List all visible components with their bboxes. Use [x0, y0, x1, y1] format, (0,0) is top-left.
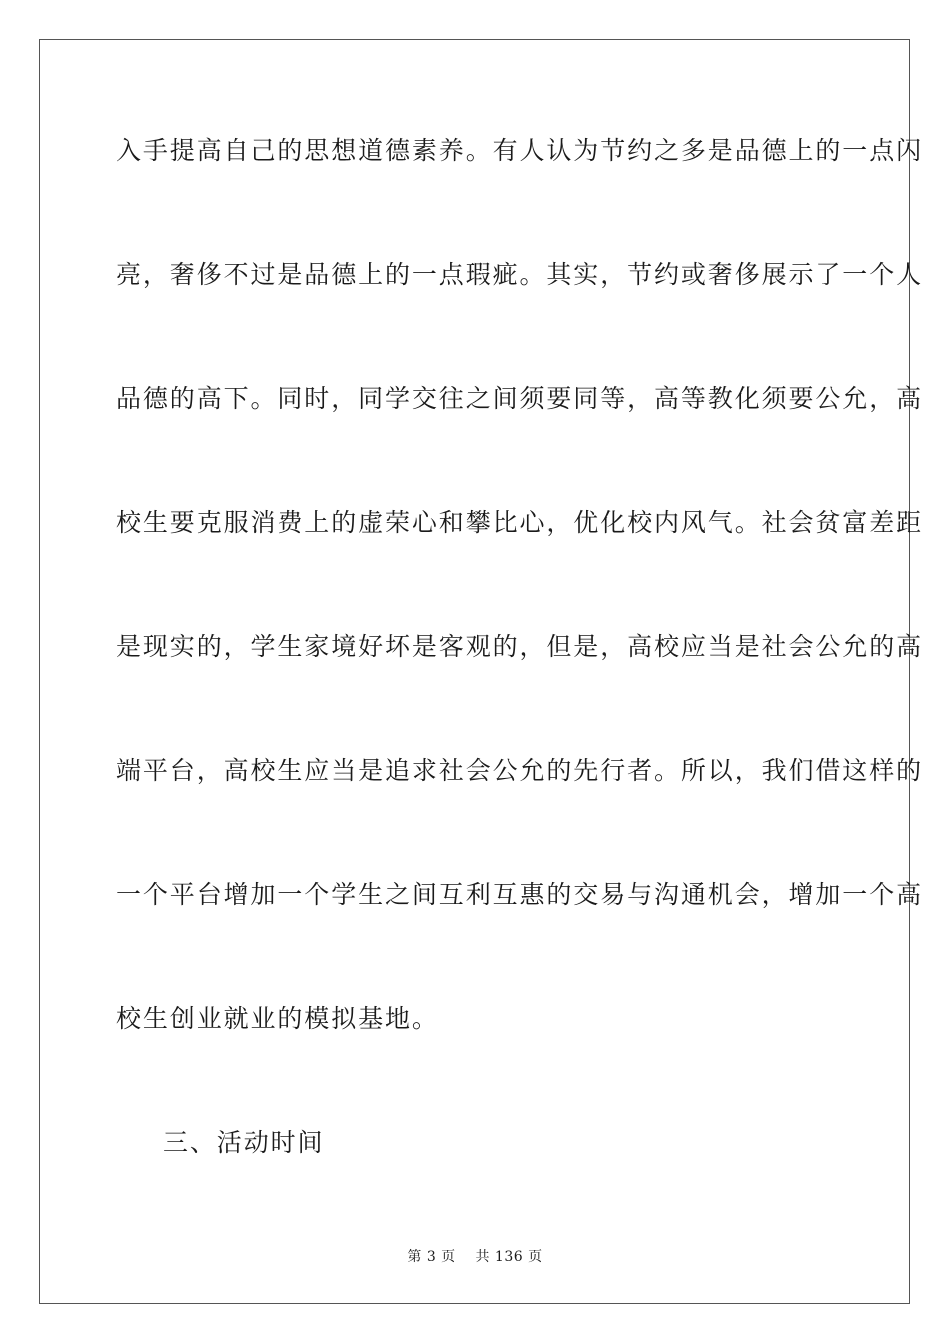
- paragraph-line: 亮，奢侈不过是品德上的一点瑕疵。其实，节约或奢侈展示了一个人: [116, 260, 924, 289]
- paragraph-line: 一个平台增加一个学生之间互利互惠的交易与沟通机会，增加一个高: [116, 880, 924, 909]
- section-heading: 三、活动时间: [163, 1128, 325, 1157]
- page-border: [39, 39, 924, 1304]
- paragraph-line: 校生创业就业的模拟基地。: [116, 1004, 439, 1033]
- paragraph-line: 校生要克服消费上的虚荣心和攀比心，优化校内风气。社会贫富差距: [116, 508, 924, 537]
- paragraph-line: 是现实的，学生家境好坏是客观的，但是，高校应当是社会公允的高: [116, 632, 924, 661]
- page-number-footer: 第 3 页 共 136 页: [407, 1249, 543, 1265]
- paragraph-line: 入手提高自己的思想道德素养。有人认为节约之多是品德上的一点闪: [116, 136, 924, 165]
- paragraph-line: 品德的高下。同时，同学交往之间须要同等，高等教化须要公允，高: [116, 384, 924, 413]
- paragraph-line: 端平台，高校生应当是追求社会公允的先行者。所以，我们借这样的: [116, 756, 924, 785]
